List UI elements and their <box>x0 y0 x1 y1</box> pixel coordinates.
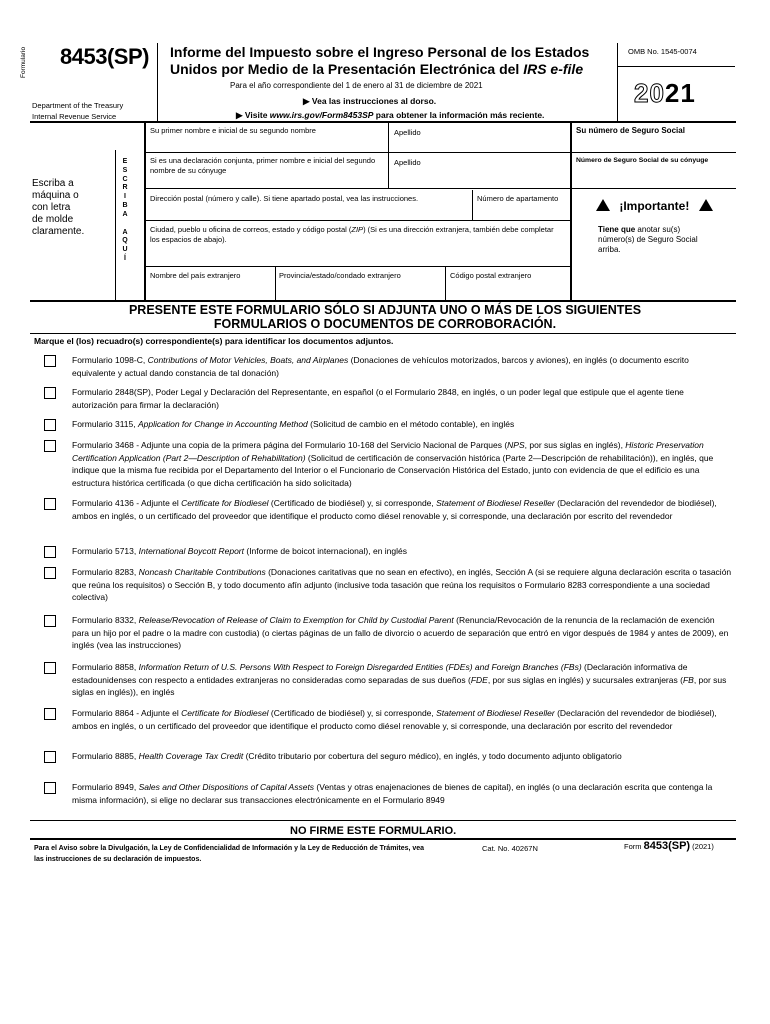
header-bottom-rule <box>30 121 736 123</box>
tax-year-line: Para el año correspondiente del 1 de enero al 31 de diciembre de 2021 <box>230 81 483 90</box>
attachment-checkbox[interactable] <box>44 567 56 579</box>
spouse-ssn-field[interactable]: Número de Seguro Social de su cónyuge <box>576 157 709 164</box>
form-footer-id: Form 8453(SP) (2021) <box>624 840 714 852</box>
attachment-checkbox[interactable] <box>44 782 56 794</box>
row-line-1 <box>144 152 736 153</box>
privacy-notice: Para el Aviso sobre la Divulgación, la Ley de Confidencialidad de Información y la Ley de Reducción de Trámites, vea las instrucciones de su declaración de impuestos. <box>34 845 425 863</box>
do-not-sign-notice: NO FIRME ESTE FORMULARIO. <box>290 825 457 837</box>
attachment-checkbox[interactable] <box>44 498 56 510</box>
foreign-province-field[interactable]: Provincia/estado/condado extranjero <box>279 271 401 280</box>
attachment-checkbox[interactable] <box>44 615 56 627</box>
foreign-postal-field[interactable]: Código postal extranjero <box>450 271 532 280</box>
last-name-field[interactable]: Apellido <box>394 128 421 137</box>
footer-top-rule <box>30 820 736 821</box>
attachment-checkbox[interactable] <box>44 419 56 431</box>
checklist-item-text: Formulario 8949, Sales and Other Dispositions of Capital Assets (Ventas y otras enajenaciones de bienes de capital), en inglés (o una declaración escrita que contenga la misma información), si elige no declarar sus transacciones electrónicamente en el Formulario 8949 <box>72 782 713 805</box>
city-field[interactable]: Ciudad, pueblo u oficina de correos, estado y código postal (ZIP) (Si es una dirección extranjera, también debe completar los espacios de abajo). <box>150 225 554 244</box>
attachment-checkbox[interactable] <box>44 751 56 763</box>
spouse-last-name-field[interactable]: Apellido <box>394 158 421 167</box>
escriba-aqui-vertical: E S C R I B A A Q U Í <box>122 158 128 262</box>
row-line-2 <box>144 188 736 189</box>
warning-triangle-icon <box>596 199 610 211</box>
form-title <box>170 44 610 78</box>
spouse-first-name-field[interactable]: Si es una declaración conjunta, primer nombre e inicial del segundo nombre de su cónyuge <box>150 156 376 175</box>
checklist-item-text: Formulario 8283, Noncash Charitable Contributions (Donaciones caritativas que no sean en efectivo), en inglés, Sección A (si se requiere alguna declaración escrita o tasación que reúna los requisitos) o Sección B, y todo documento afín adjunto (inclusive toda tasación que reúna los requisitos o Formulario 8283 correspondiente a una sociedad colectiva) <box>72 567 732 602</box>
importante-note: Tiene que anotar su(s) número(s) de Seguro Social arriba. <box>598 225 698 254</box>
checklist-item-text: Formulario 2848(SP), Poder Legal y Declaración del Representante, en español (o el Formulario 2848, en inglés, o un poder legal que estipule que el agente tiene autorización para firmar la declaración) <box>72 387 684 410</box>
tax-year: 2021 <box>634 78 696 108</box>
apt-field[interactable]: Número de apartamento <box>477 194 559 203</box>
department-line-1: Department of the Treasury <box>32 101 124 110</box>
form-title-line-1: Informe del Impuesto sobre el Ingreso Personal de los Estados <box>170 44 590 60</box>
escriba-instruction: Escriba a máquina o con letra de molde claramente. <box>32 178 85 237</box>
form-number: 8453(SP) <box>60 44 149 69</box>
checklist-item-text: Formulario 8332, Release/Revocation of Release of Claim to Exemption for Child by Custodial Parent (Renuncia/Revocación de la renuncia de la reclamación de exención para un hijo por el padre o la madre con custodia) (o ciertas páginas de un fallo de divorcio o acuerdo de separación que entró en vigor después de 1984 y antes de 2009), en inglés (vea las instrucciones) <box>72 615 729 650</box>
formulario-vertical-label: Formulario <box>20 46 27 78</box>
website-link[interactable]: www.irs.gov/Form8453SP <box>269 110 374 120</box>
checklist-item-text: Formulario 3115, Application for Change in Accounting Method (Solicitud de cambio en el método contable), en inglés <box>72 419 515 429</box>
omb-number: OMB No. 1545-0074 <box>628 47 697 56</box>
checklist-item-text: Formulario 4136 - Adjunte el Certificate for Biodiesel (Certificado de biodiésel) y, si corresponde, Statement of Biodiesel Reseller (Declaración del revendedor de biodiésel), ambos en inglés, o un certificado del proveedor que identifique el producto como diésel renovable y, si corresponde, una declaración por escrito del revendedor <box>72 498 717 521</box>
section-heading-rule <box>30 333 736 334</box>
ssn-field[interactable]: Su número de Seguro Social <box>576 126 685 135</box>
block-bottom-rule <box>30 300 736 302</box>
checklist-item-text: Formulario 8885, Health Coverage Tax Credit (Crédito tributario por cobertura del seguro médico), en inglés, y todo documento adjunto obligatorio <box>72 751 622 761</box>
row-line-3 <box>144 220 571 221</box>
attachment-checkbox[interactable] <box>44 662 56 674</box>
province-divider <box>445 266 446 300</box>
omb-divider <box>617 66 735 67</box>
foreign-country-field[interactable]: Nombre del país extranjero <box>150 271 241 280</box>
row-line-4 <box>144 266 571 267</box>
attachment-checkbox[interactable] <box>44 546 56 558</box>
header-divider-right <box>617 43 618 121</box>
name-block-right-border <box>570 122 572 300</box>
department-label <box>32 100 123 122</box>
header-divider-left <box>157 43 158 121</box>
apt-divider <box>472 190 473 220</box>
checklist-item-text: Formulario 5713, International Boycott Report (Informe de boicot internacional), en inglés <box>72 546 408 556</box>
attachment-checkbox[interactable] <box>44 708 56 720</box>
importante-heading: ¡Importante! <box>596 199 713 213</box>
attachment-checkbox[interactable] <box>44 387 56 399</box>
first-name-field[interactable]: Su primer nombre e inicial de su segundo nombre <box>150 126 316 135</box>
form-title-line-2: Unidos por Medio de la Presentación Electrónica del IRS e-file <box>170 61 584 77</box>
department-line-2: Internal Revenue Service <box>32 112 117 121</box>
website-line: ▶ Visite www.irs.gov/Form8453SP para obtener la información más reciente. <box>236 110 545 120</box>
checklist-item-text: Formulario 8858, Information Return of U.S. Persons With Respect to Foreign Disregarded Entities (FDEs) and Foreign Branches (FBs) (Declaración informativa de estadounidenses con respecto a entidades extranjeras no consideradas como separadas de sus dueños (FDE, por sus siglas en inglés) y sucursales extranjeras (FB, por sus siglas en inglés)), en inglés <box>72 662 727 697</box>
checklist-item-text: Formulario 3468 - Adjunte una copia de la primera página del Formulario 10-168 del Servicio Nacional de Parques (NPS, por sus siglas en inglés), Historic Preservation Certification Application (Part 2—Description of Rehabilitation) (Solicitud de certificación de conservación histórica (Parte 2—Descripción de rehabilitación)), en inglés, que indique que la misma fue recibida por el Departamento del Interior o el Funcionario de Conservación Histórica del Estado, junto con evidencia de que el edificio es una estructura histórica certificada (o que dicha certificación ha sido solicitada) <box>72 440 714 488</box>
attachment-checkbox[interactable] <box>44 440 56 452</box>
aqui-left-border <box>115 150 116 300</box>
name-block-left-border <box>144 122 146 300</box>
country-divider <box>275 266 276 300</box>
checklist-item-text: Formulario 1098-C, Contributions of Motor Vehicles, Boats, and Airplanes (Donaciones de vehículos motorizados, barcos y aviones), en inglés (o documento escrito equivalente y actual dando constancia de tal donación) <box>72 355 689 378</box>
attachment-checkbox[interactable] <box>44 355 56 367</box>
address-field[interactable]: Dirección postal (número y calle). Si tiene apartado postal, vea las instrucciones. <box>150 194 419 203</box>
catalog-number: Cat. No. 40267N <box>482 844 538 853</box>
checklist-item-text: Formulario 8864 - Adjunte el Certificate for Biodiesel (Certificado de biodiésel) y, si corresponde, Statement of Biodiesel Reseller (Declaración del revendedor de biodiésel), ambos en inglés, o un certificado del proveedor que identifique el producto como diésel renovable y, si corresponde, una declaración por escrito del revendedor <box>72 708 717 731</box>
warning-triangle-icon <box>699 199 713 211</box>
section-heading: PRESENTE ESTE FORMULARIO SÓLO SI ADJUNTA UNO O MÁS DE LOS SIGUIENTES FORMULARIOS O DOCUMENTOS DE CORROBORACIÓN. <box>128 303 642 331</box>
instructions-line: ▶ Vea las instrucciones al dorso. <box>303 96 437 106</box>
checkbox-instruction: Marque el (los) recuadro(s) correspondiente(s) para identificar los documentos adjuntos. <box>34 336 394 346</box>
lastname-divider <box>388 122 389 188</box>
